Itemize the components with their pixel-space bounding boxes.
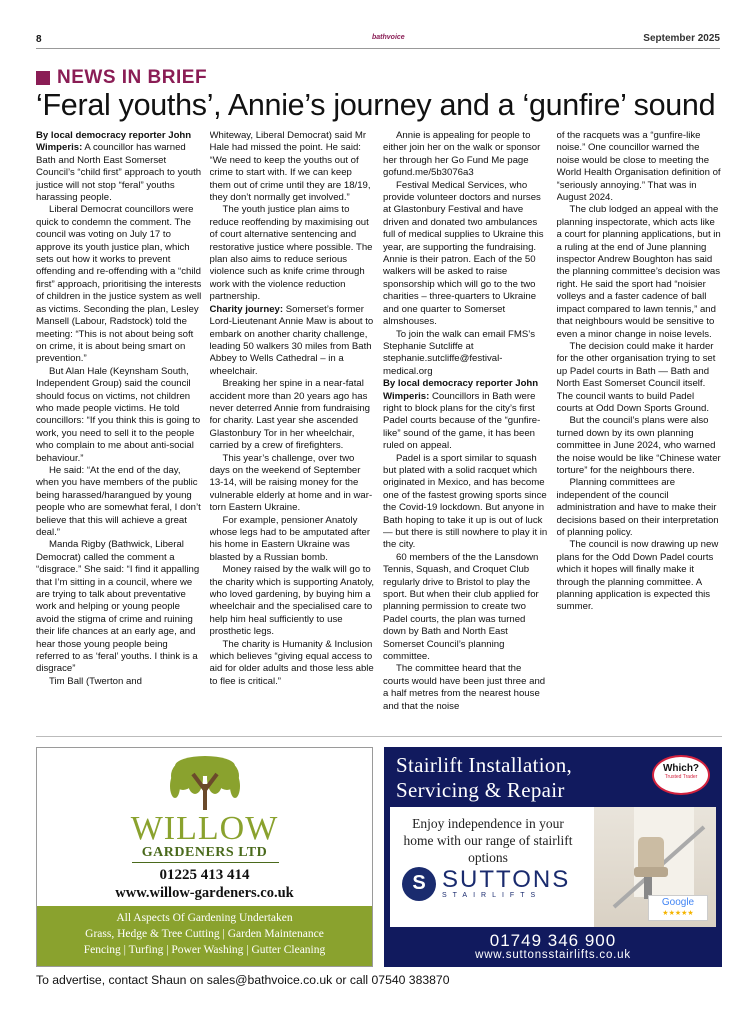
article-paragraph [383, 180, 549, 329]
willow-services-band [37, 906, 372, 966]
paragraph-text: But Alan Hale (Keynsham South, Independent Group) said the council should focus on victims, not children who made people victims. He told councillors: “If you think this is going to work, you need to sell it to the people who complain to me about anti-social behaviour.” [36, 365, 201, 464]
article-paragraph [557, 341, 723, 415]
paragraph-text: Padel is a sport similar to squash but plated with a solid racquet which originated in Mexico, and has become one of the fastest growing sports since the Covid-19 lockdown. But anyone in Bath hoping to take it up is out of luck — but there is still nowhere to play it in the city. [383, 452, 548, 551]
which-badge-title: Which? [662, 763, 700, 774]
paragraph-text: The club lodged an appeal with the planning inspectorate, which acts like a court for planning applications, but in a ruling at the end of June planning inspector Andrew Boughton has said the planning committee’s decision was right. He said the sport had “noisier volleys and a faster cadence of ball impact compared to lawn tennis,” and that neighbours would be sensitive to even a minor change in noise levels. [556, 204, 721, 340]
paragraph-text: Planning committees are independent of the council administration and have to make their decisions based on their interpretation of planning policy. [556, 477, 719, 538]
which-badge-subtitle: Trusted Trader [664, 774, 698, 780]
article-paragraph [383, 329, 549, 379]
willow-phone: 01225 413 414 [159, 867, 250, 883]
byline: Charity journey: [209, 303, 284, 315]
article-paragraph [557, 477, 723, 539]
google-review-badge [648, 895, 708, 921]
paragraph-text: For example, pensioner Anatoly whose legs had to be amputated after his home in Eastern Ukraine was blasted by a Russian bomb. [209, 514, 371, 563]
paragraph-text: Liberal Democrat councillors were quick to condemn the comment. The council was voting on July 17 to approve its youth justice plan, which sets out how it works to prevent offending and re-offending with a “child first” approach, prioritising the interests of children in the justice system as well as victims. Seconding the plan, Lesley Mansell (Labour, Radstock) told the meeting: “This is not about being soft on crime, it is about being smart on prevention.” [36, 204, 202, 365]
issue-date: September 2025 [643, 33, 720, 44]
suttons-website-link[interactable]: www.suttonsstairlifts.co.uk [475, 949, 631, 961]
article-paragraph [210, 130, 376, 204]
article-paragraph [383, 453, 549, 552]
paragraph-text: of the racquets was a “gunfire-like noise.” One councillor warned the noise would be close to meeting the World Health Organisation definition of “seriously annoying.” That was in August 2024. [556, 130, 721, 204]
google-badge-label: Google [661, 897, 695, 908]
section-kicker [36, 66, 207, 90]
suttons-title-line-1: Stairlift Installation, [396, 753, 573, 777]
article-paragraph [36, 366, 202, 465]
willow-brand-name: WILLOW [130, 810, 279, 847]
paragraph-text: Whiteway, Liberal Democrat) said Mr Hale had missed the point. He said: “We need to keep the youths out of crime to start with. If we can keep them out of crime until they are 18/19, they don’t normally get involved.” [209, 130, 371, 204]
article-columns [36, 130, 722, 734]
paragraph-text: Tim Ball (Twerton and [49, 675, 142, 687]
article-column-2 [210, 130, 376, 734]
paragraph-text: The decision could make it harder for the other organisation trying to set up Padel courts in Bath — Bath and North East Somerset Council itself. The council wants to build Padel courts at Odd Down Sports Ground. [556, 340, 716, 414]
willow-services-line-3: Fencing | Turfing | Power Washing | Gutter Cleaning [83, 944, 326, 956]
advertising-contact-footer: To advertise, contact Shaun on sales@bathvoice.co.uk or call 07540 383870 [36, 973, 450, 987]
suttons-phone: 01749 346 900 [489, 931, 617, 950]
willow-website-link[interactable]: www.willow-gardeners.co.uk [115, 885, 294, 901]
paragraph-text: To join the walk can email FMS’s Stephanie Sutcliffe at stephanie.sutcliffe@festival-medical.org [383, 328, 535, 377]
article-paragraph [557, 415, 723, 477]
article-paragraph [36, 676, 202, 688]
page-number: 8 [36, 34, 42, 45]
article-column-3 [383, 130, 549, 734]
article-paragraph [383, 378, 549, 452]
willow-gardeners-ad[interactable] [36, 747, 373, 967]
willow-tree-icon [167, 754, 243, 812]
paragraph-text: 60 members of the the Lansdown Tennis, Squash, and Croquet Club regularly drive to Bristol to play the sport. But when their club applied for planning permission to create two Padel courts, the plan was turned down by Bath and North East Somerset Council’s planning committee. [383, 551, 539, 663]
ad-divider [36, 736, 722, 737]
article-paragraph [557, 204, 723, 340]
article-paragraph [383, 663, 549, 713]
willow-services-line-2: Grass, Hedge & Tree Cutting | Garden Maintenance [85, 928, 324, 940]
page-header [36, 30, 720, 50]
header-divider [36, 48, 720, 49]
article-paragraph [210, 453, 376, 515]
paragraph-text: Money raised by the walk will go to the charity which is supporting Anatoly, who loved gardening, by buying him a wheelchair and the specialised care to help him heal sufficiently to use prosthetic legs. [209, 564, 375, 638]
article-paragraph [36, 130, 202, 204]
byline: By local democracy reporter John Wimperis: [383, 378, 539, 402]
paragraph-text: Somerset’s former Lord-Lieutenant Annie Maw is about to embark on another charity challenge, leading 50 walkers 30 miles from Bath Abbey to Wells Cathedral – in a wheelchair. [209, 303, 374, 377]
article-paragraph [210, 515, 376, 565]
paragraph-text: Breaking her spine in a near-fatal accident more than 20 years ago has never deterred Annie from fundraising for charity. Last year she ascended Glastonbury Tor in her wheelchair, carried by a crew of firefighters. [209, 378, 371, 452]
section-label: NEWS IN BRIEF [57, 67, 208, 88]
article-paragraph [383, 130, 549, 180]
paragraph-text: The committee heard that the courts would have been just three and a half metres from the nearest house and that the noise [383, 663, 546, 712]
article-paragraph [210, 564, 376, 638]
suttons-stairlifts-ad[interactable] [384, 747, 722, 967]
paragraph-text: A councillor has warned Bath and North East Somerset Council’s “child first” approach to youth justice will not stop “feral” youths harassing people. [36, 142, 202, 204]
article-paragraph [557, 130, 723, 204]
willow-brand-subtitle: GARDENERS LTD [141, 845, 268, 860]
article-column-1 [36, 130, 202, 734]
article-paragraph [210, 378, 376, 452]
which-trusted-trader-badge [652, 755, 710, 795]
masthead-logo: bathvoice [372, 34, 405, 41]
article-paragraph [557, 539, 723, 613]
paragraph-text: Manda Rigby (Bathwick, Liberal Democrat) called the comment a “disgrace.” She said: “I find it appalling that I’m sitting in a council, where we are trying to talk about preventative work and helping or young people avoid the stigma of crime and ruining their life chances at an early age, and hear those young people being referred to as ‘feral’ youths. I think is a disgrace” [36, 539, 200, 675]
paragraph-text: The council is now drawing up new plans for the Odd Down Padel courts which it hopes will finally make it through the planning committee. A planning application is expected this summer. [556, 539, 719, 613]
article-paragraph [383, 552, 549, 664]
willow-services-line-1: All Aspects Of Gardening Undertaken [116, 912, 293, 924]
article-column-4 [557, 130, 723, 734]
article-paragraph [36, 539, 202, 675]
google-stars: ★★★★★ [662, 910, 694, 917]
suttons-logo [402, 867, 570, 901]
paragraph-text: The charity is Humanity & Inclusion which believes “giving equal access to aid for older adults and those less able to flee is critical.” [209, 638, 374, 687]
suttons-logo-subtitle: STAIRLIFTS [442, 892, 542, 899]
paragraph-text: Festival Medical Services, who provide volunteer doctors and nurses at Glastonbury Festival and have driven and donated two ambulances full of medical supplies to Ukraine this year, are supporting the fundraising. Annie is their patron. Each of the 50 walkers will be asked to raise sponsorship which will go to the two charities – three-quarters to Ukraine and one quarter to Somerset almshouses. [383, 179, 544, 328]
suttons-logo-name: SUTTONS [442, 866, 571, 893]
paragraph-text: Annie is appealing for people to either join her on the walk or sponsor her through her Go Fund Me page gofund.me/5b3076a3 [383, 130, 541, 179]
suttons-tagline: Enjoy independence in your home with our range of stairlift options [403, 816, 573, 865]
article-paragraph [36, 465, 202, 539]
kicker-square-icon [36, 71, 50, 85]
paragraph-text: He said: “At the end of the day, when you have members of the public being harassed/harangued by young people who are somewhat feral, I don’t believe that this will achieve a great deal.” [36, 464, 201, 538]
article-paragraph [36, 204, 202, 365]
willow-subtitle-rule [132, 862, 279, 863]
article-paragraph [210, 204, 376, 303]
suttons-white-panel [390, 807, 716, 927]
suttons-logo-letter: S [412, 872, 426, 894]
byline: By local democracy reporter John Wimperis: [36, 130, 192, 154]
paragraph-text: This year’s challenge, over two days on the weekend of September 13-14, will be raising money for the vulnerable elderly at home and in war-torn Eastern Ukraine. [209, 452, 373, 514]
article-paragraph [210, 639, 376, 689]
suttons-title-line-2: Servicing & Repair [396, 778, 565, 802]
paragraph-text: Councillors in Bath were right to block plans for the city’s first Padel courts because of the “gunfire-like” sound of the game, it has been ruled on appeal. [383, 390, 541, 452]
paragraph-text: But the council’s plans were also turned down by its own planning committee in June 2024, who warned the noise would be like “Chinese water torture” for the neighbours there. [556, 415, 721, 476]
suttons-logo-icon [402, 867, 436, 901]
paragraph-text: The youth justice plan aims to reduce reoffending by maximising out of court alternative sentencing and restorative justice where possible. The plan also aims to reduce serious violence such as knife crime through work with the violence reduction partnership. [209, 204, 373, 303]
article-headline: ‘Feral youths’, Annie’s journey and a ‘gunfire’ sound [36, 88, 716, 122]
article-paragraph [210, 304, 376, 378]
